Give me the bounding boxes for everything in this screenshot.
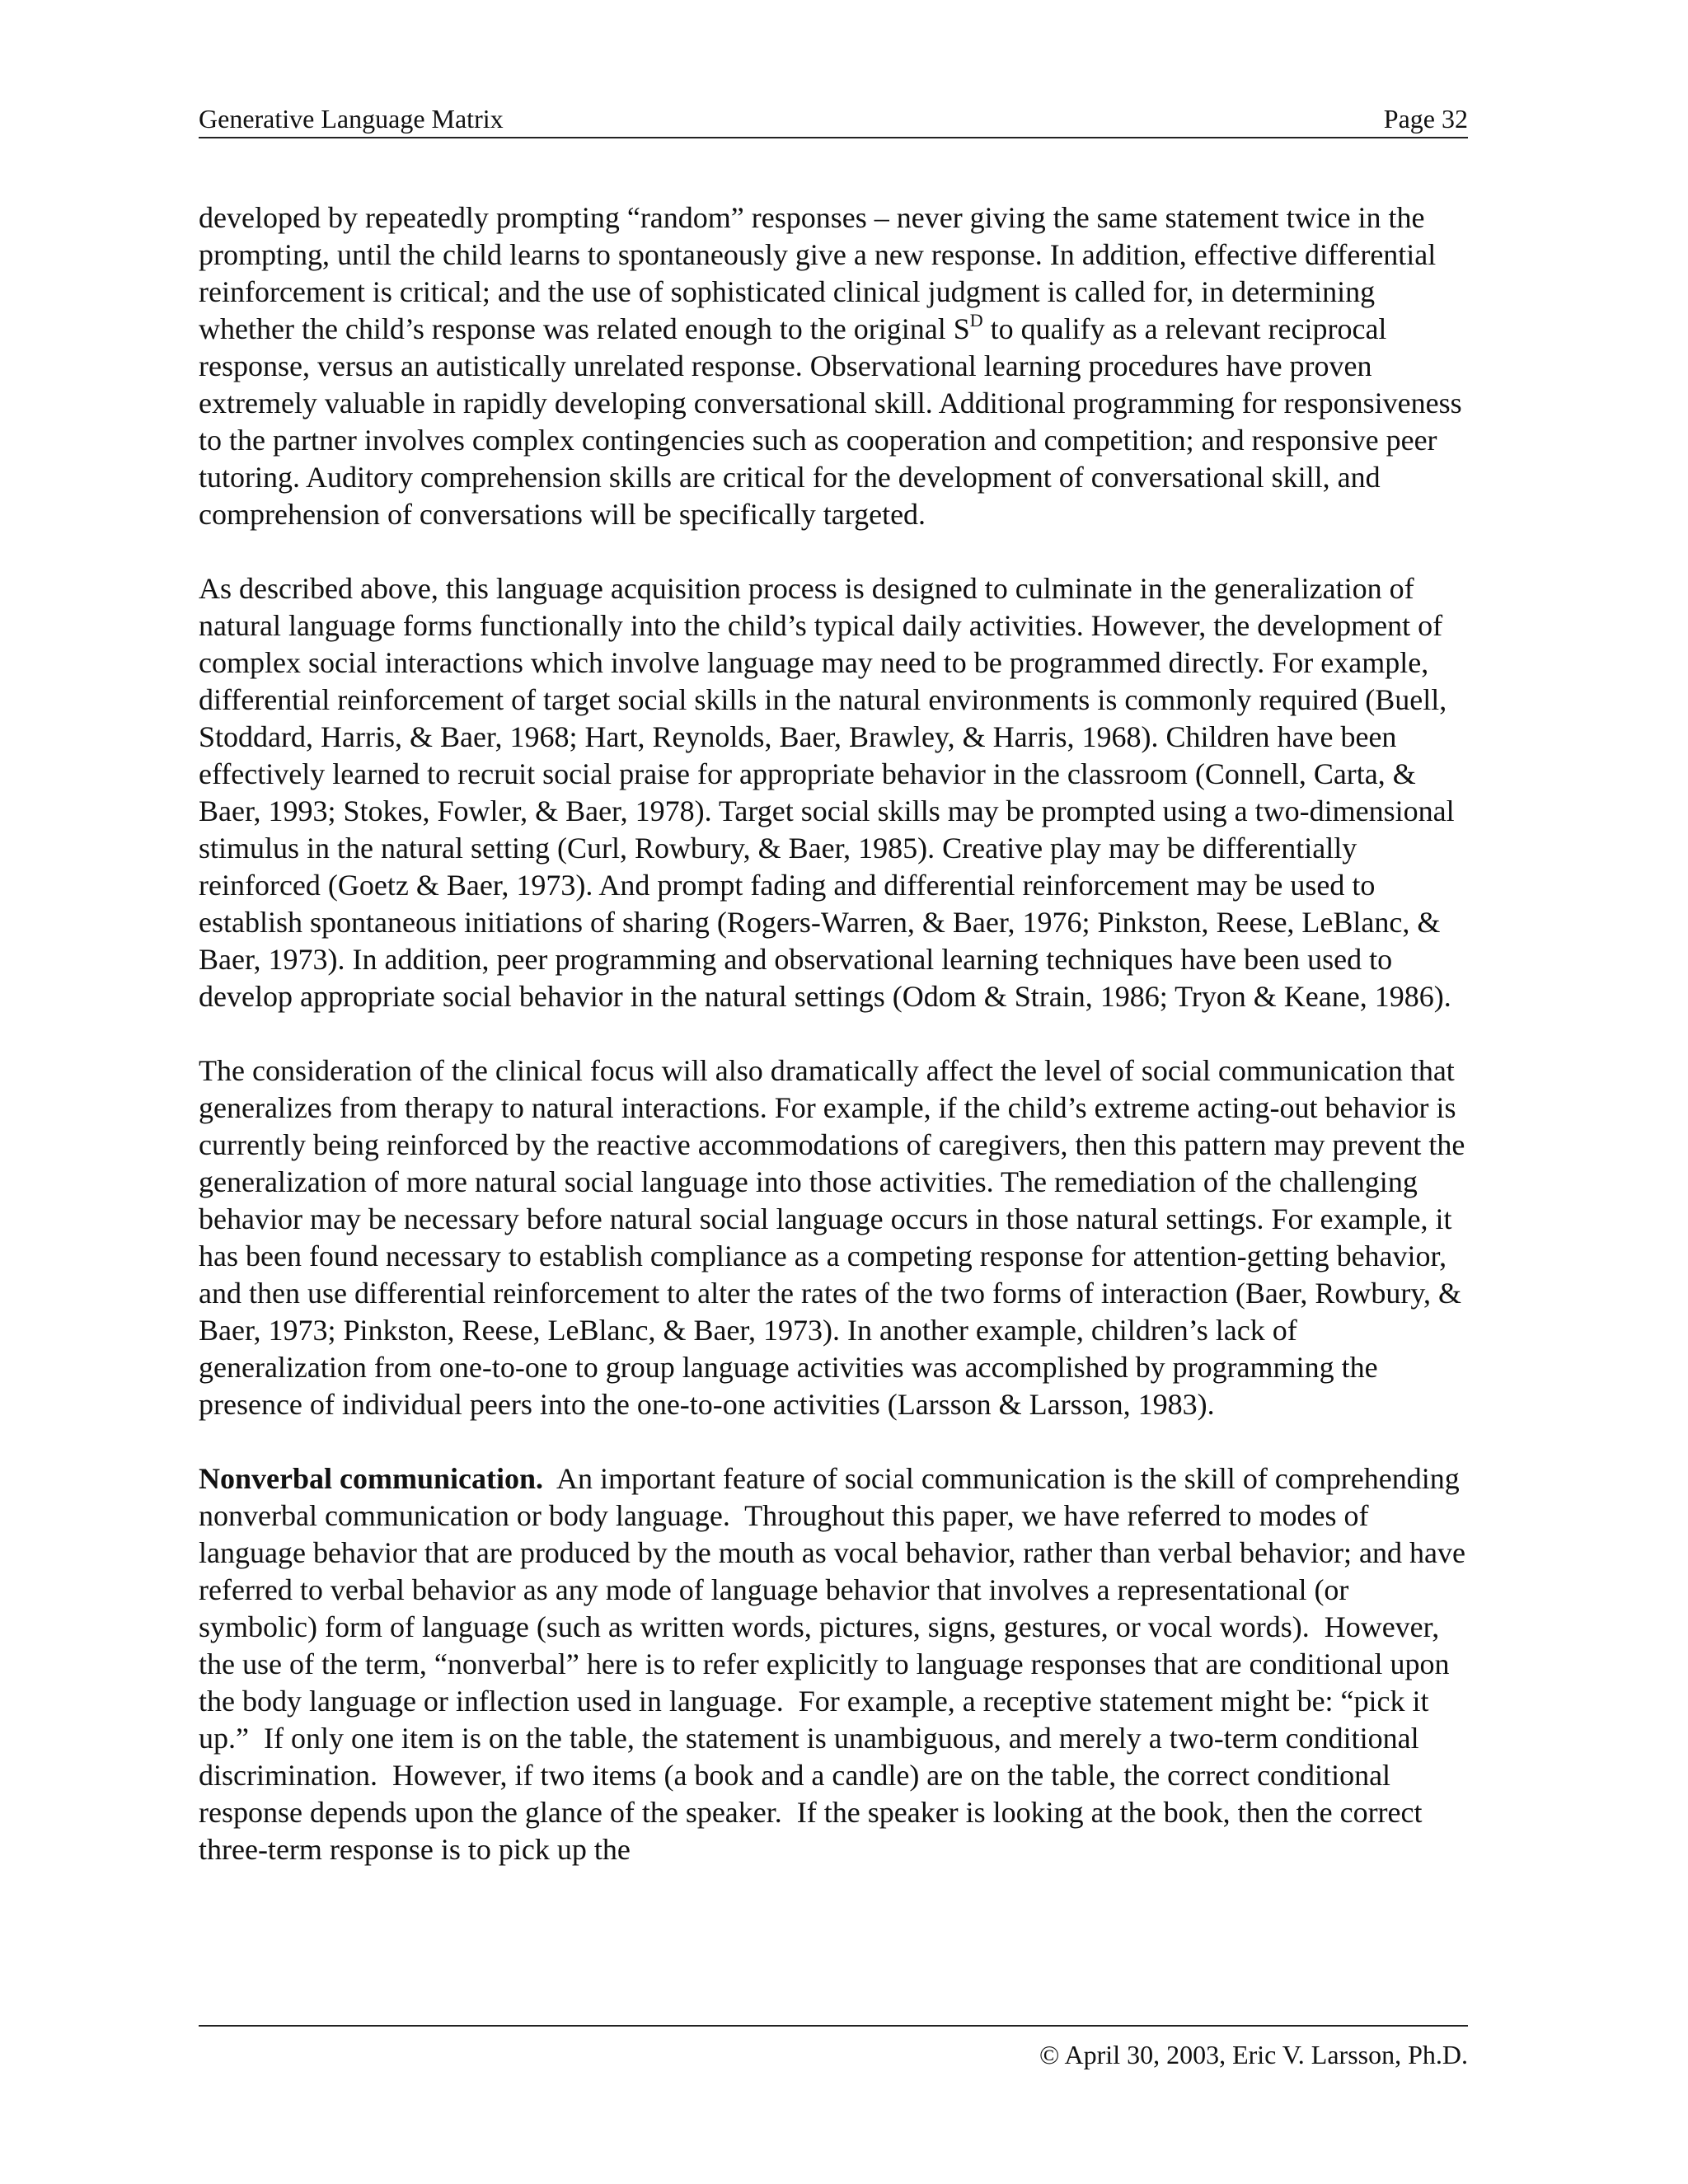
page-footer	[199, 2025, 1468, 2073]
document-title: Generative Language Matrix	[199, 104, 504, 134]
page-number: Page 32	[1383, 104, 1468, 134]
paragraph-1-text-a: developed by repeatedly prompting “random” responses – never giving the same statement twice in the prompting, until the child learns to spontaneously give a new response. In addition, effective differential reinforcement is critical; and the use of sophisticated clinical judgment is called for, in determining whether the child’s response was related enough to the original S	[199, 201, 1437, 345]
section-heading-nonverbal: Nonverbal communication.	[199, 1462, 543, 1495]
paragraph-1	[199, 199, 1468, 533]
copyright-notice: © April 30, 2003, Eric V. Larsson, Ph.D.	[1039, 2040, 1468, 2069]
paragraph-1-text-b: to qualify as a relevant reciprocal response, versus an autistically unrelated response. Observational learning procedures have proven extremely valuable in rapidly developing conversational skill. Additional programming for responsiveness to the partner involves complex contingencies such as cooperation and competition; and responsive peer tutoring. Auditory comprehension skills are critical for the development of conversational skill, and comprehension of conversations will be specifically targeted.	[199, 312, 1462, 531]
paragraph-4	[199, 1460, 1473, 1868]
sd-superscript: D	[969, 310, 983, 330]
document-body	[199, 199, 1473, 1905]
paragraph-3: The consideration of the clinical focus will also dramatically affect the level of social communication that generalizes from therapy to natural interactions. For example, if the child’s extreme acting-out behavior is currently being reinforced by the reactive accommodations of caregivers, then this pattern may prevent the generalization of more natural social language into those activities. The remediation of the challenging behavior may be necessary before natural social language occurs in those natural settings. For example, it has been found necessary to establish compliance as a competing response for attention-getting behavior, and then use differential reinforcement to alter the rates of the two forms of interaction (Baer, Rowbury, & Baer, 1973; Pinkston, Reese, LeBlanc, & Baer, 1973). In another example, children’s lack of generalization from one-to-one to group language activities was accomplished by programming the presence of individual peers into the one-to-one activities (Larsson & Larsson, 1983).	[199, 1054, 1465, 1421]
paragraph-2: As described above, this language acquisition process is designed to culminate in the generalization of natural language forms functionally into the child’s typical daily activities. However, the development of complex social interactions which involve language may need to be programmed directly. For example, differential reinforcement of target social skills in the natural environments is commonly required (Buell, Stoddard, Harris, & Baer, 1968; Hart, Reynolds, Baer, Brawley, & Harris, 1968). Children have been effectively learned to recruit social praise for appropriate behavior in the classroom (Connell, Carta, & Baer, 1993; Stokes, Fowler, & Baer, 1978). Target social skills may be prompted using a two-dimensional stimulus in the natural setting (Curl, Rowbury, & Baer, 1985). Creative play may be differentially reinforced (Goetz & Baer, 1973). And prompt fading and differential reinforcement may be used to establish spontaneous initiations of sharing (Rogers-Warren, & Baer, 1976; Pinkston, Reese, LeBlanc, & Baer, 1973). In addition, peer programming and observational learning techniques have been used to develop appropriate social behavior in the natural settings (Odom & Strain, 1986; Tryon & Keane, 1986).	[199, 572, 1455, 1013]
page-header	[199, 97, 1468, 138]
paragraph-4-text: An important feature of social communication is the skill of comprehending nonverbal communication or body language. Throughout this paper, we have referred to modes of language behavior that are produced by the mouth as vocal behavior, rather than verbal behavior; and have referred to verbal behavior as any mode of language behavior that involves a representational (or symbolic) form of language (such as written words, pictures, signs, gestures, or vocal words). However, the use of the term, “nonverbal” here is to refer explicitly to language responses that are conditional upon the body language or inflection used in language. For example, a receptive statement might be: “pick it up.” If only one item is on the table, the statement is unambiguous, and merely a two-term conditional discrimination. However, if two items (a book and a candle) are on the table, the correct conditional response depends upon the glance of the speaker. If the speaker is looking at the book, then the correct three-term response is to pick up the	[199, 1462, 1473, 1866]
